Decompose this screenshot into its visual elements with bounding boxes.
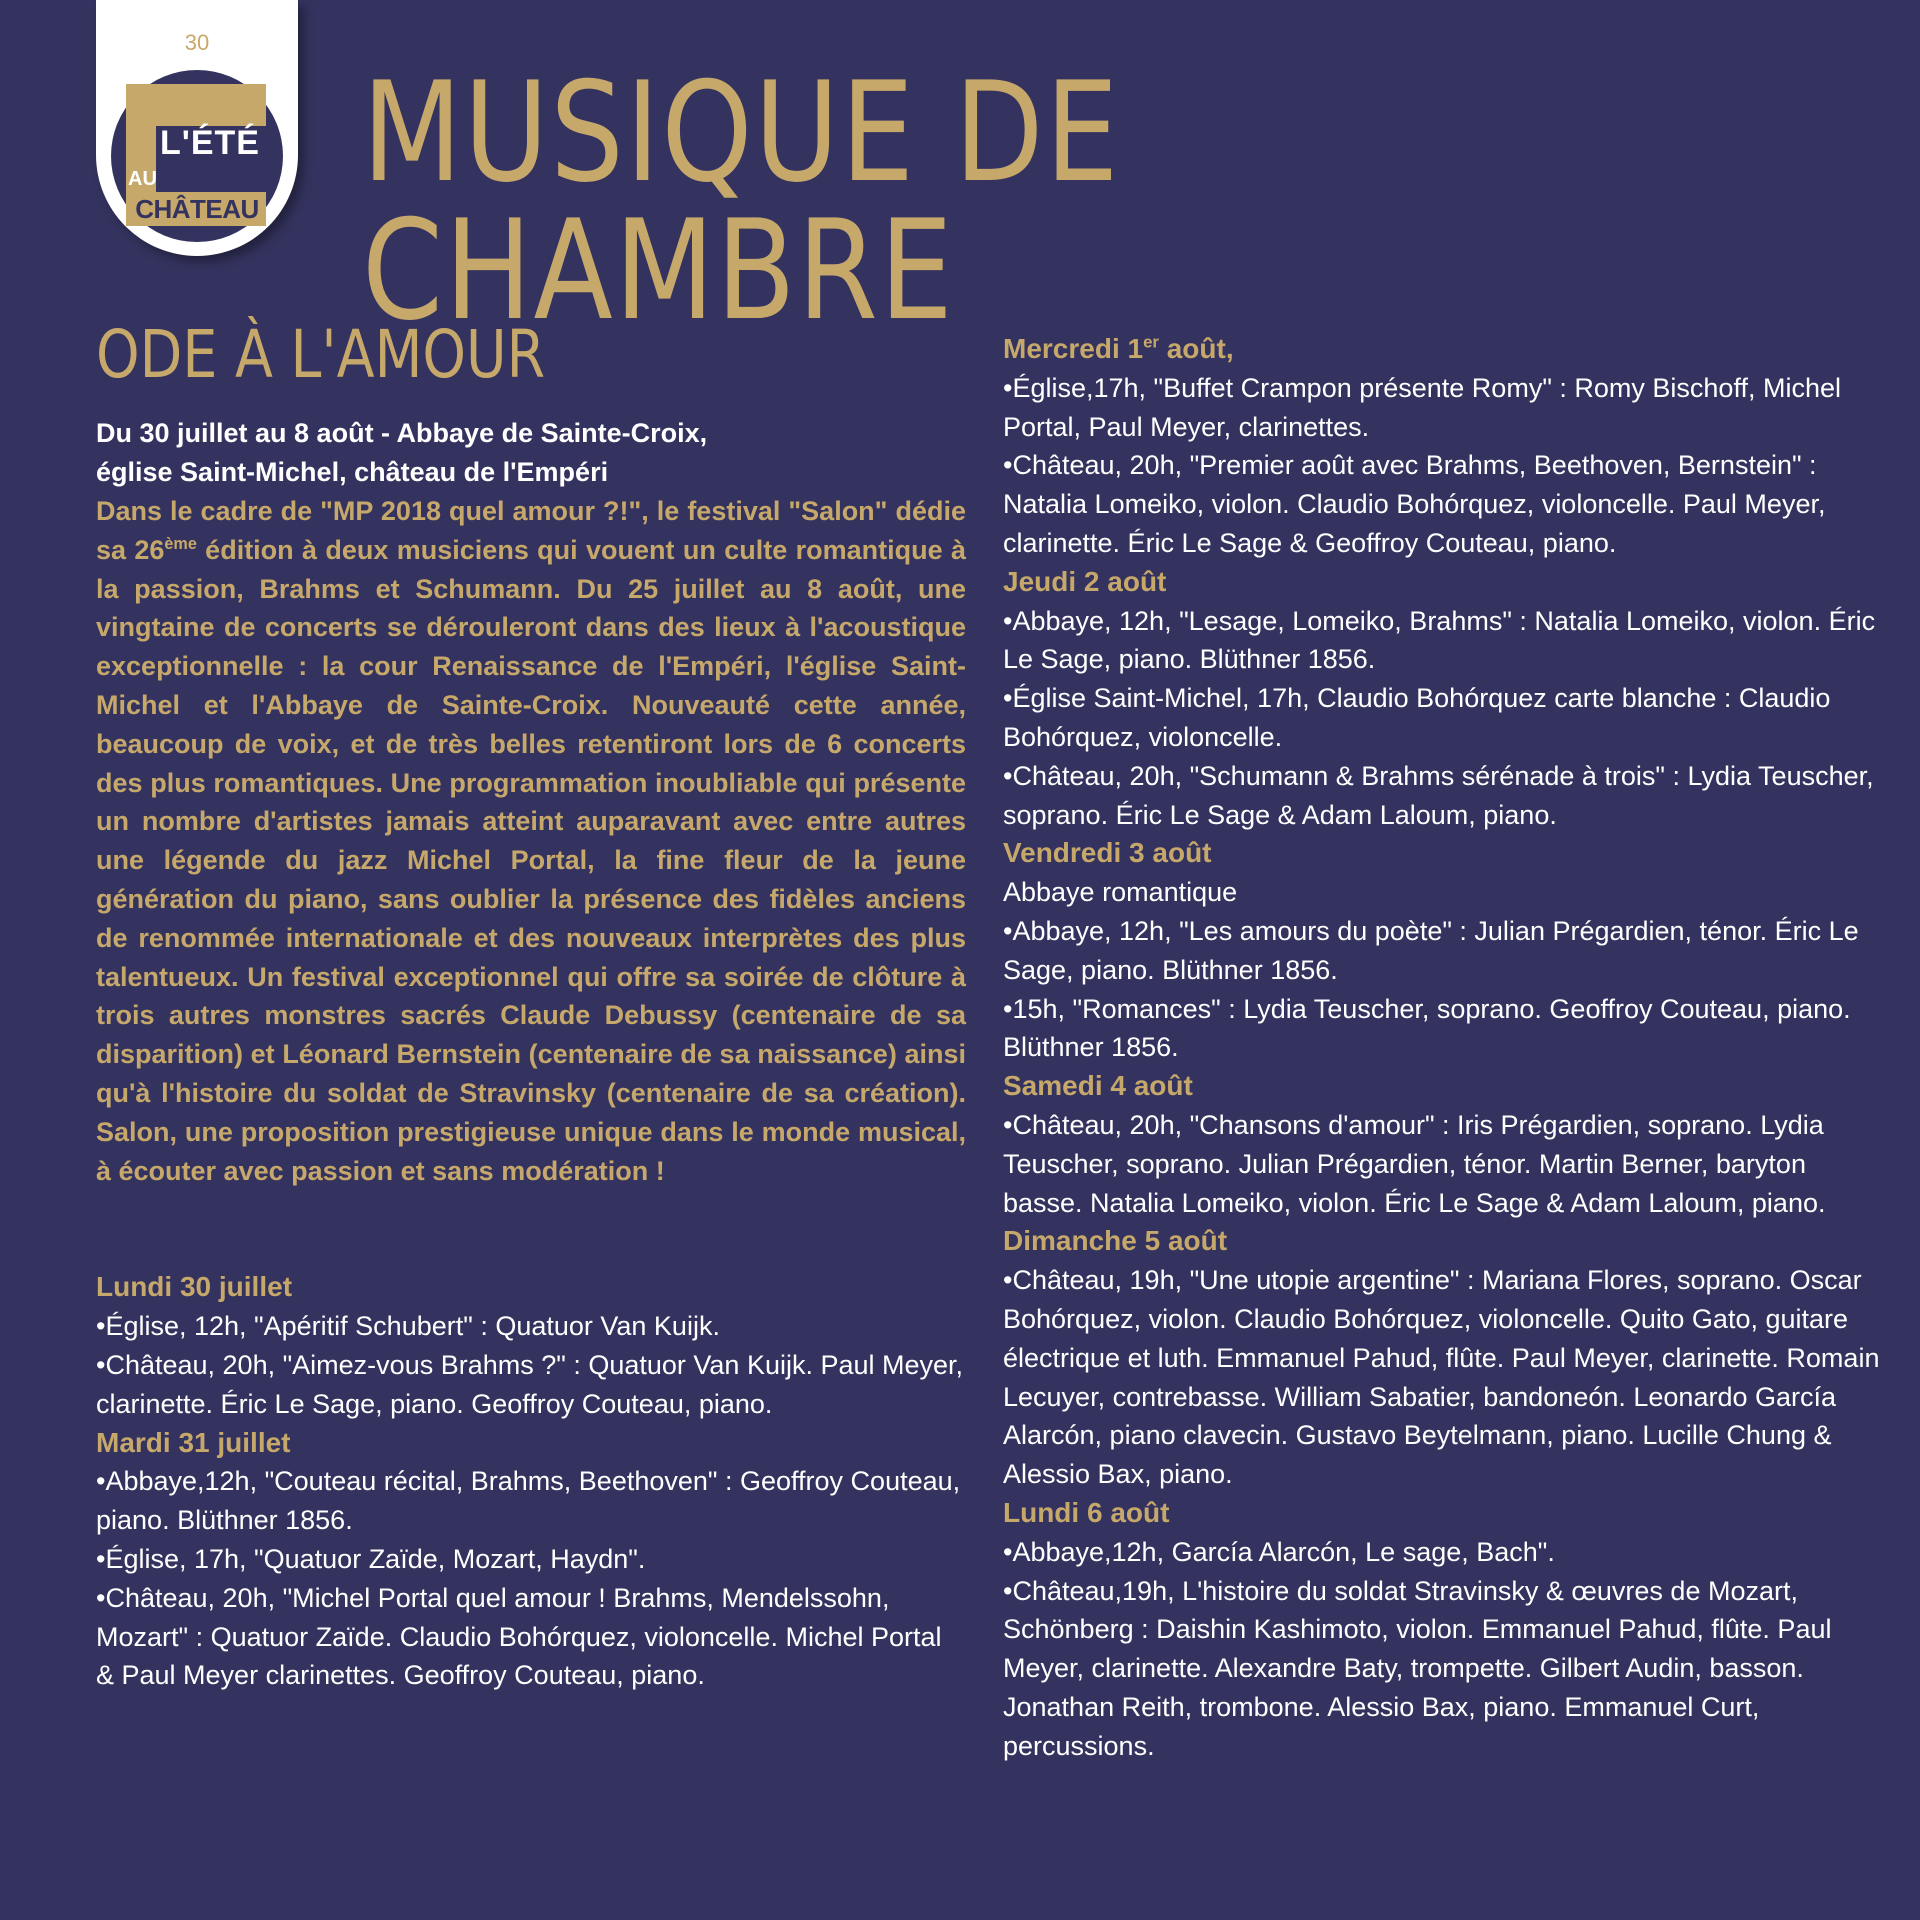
schedule-day [1003,330,1883,563]
event-dates [96,414,966,492]
logo-text-ete: L'ÉTÉ [160,124,260,162]
section-title: ODE À L'AMOUR [96,316,546,393]
concert-line: •Abbaye, 12h, "Les amours du poète" : Julian Prégardien, ténor. Éric Le Sage, piano. Blüthner 1856. [1003,915,1859,985]
page-number: 30 [184,30,210,55]
concert-line: •Église,17h, "Buffet Crampon présente Romy" : Romy Bischoff, Michel Portal, Paul Meyer, clarinettes. [1003,372,1841,442]
concert-line: •Château, 20h, "Schumann & Brahms sérénade à trois" : Lydia Teuscher, soprano. Éric Le Sage & Adam Laloum, piano. [1003,760,1874,830]
day-title: Samedi 4 août [1003,1070,1193,1102]
logo-text-chateau: CHÂTEAU [135,194,259,224]
page-title: MUSIQUE DE CHAMBRE [362,52,1121,351]
intro-text-1: Dans le cadre de "MP 2018 quel amour ?!", le festival "Salon" dédie sa 26 [96,496,966,565]
concert-line: •Abbaye, 12h, "Lesage, Lomeiko, Brahms" : Natalia Lomeiko, violon. Éric Le Sage, piano. Blüthner 1856. [1003,605,1876,675]
day-title-text-end: août, [1158,333,1234,364]
concert-line: •Château, 20h, "Aimez-vous Brahms ?" : Quatuor Van Kuijk. Paul Meyer, clarinette. Éric Le Sage, piano. Geoffroy Couteau, piano. [96,1349,964,1419]
intro-text-2: édition à deux musiciens qui vouent un culte romantique à la passion, Brahms et Schumann. Du 25 juillet au 8 août, une vingtaine de concerts se dérouleront dans des lieux à l'acoustique exceptionnelle : la cour Renaissance de l'Empéri, l'église Saint-Michel et l'Abbaye de Sainte-Croix. Nouveauté cette année, beaucoup de voix, et de très belles retentiront lors de 6 concerts des plus romantiques. Une programmation inoubliable qui présente un nombre d'artistes jamais atteint auparavant avec entre autres une légende du jazz Michel Portal, la fine fleur de la jeune génération du piano, sans oublier la présence des fidèles anciens de renommée internationale et des nouveaux interprètes des plus talentueux. Un festival exceptionnel qui offre sa soirée de clôture à trois autres monstres sacrés Claude Debussy (centenaire de sa disparition) et Léonard Bernstein (centenaire de sa naissance) ainsi qu'à l'histoire du soldat de Stravinsky (centenaire de sa création). Salon, une proposition prestigieuse unique dans le monde musical, à écouter avec passion et sans modération ! [96,534,966,1186]
logo-badge [96,0,298,256]
concert-line: •Église Saint-Michel, 17h, Claudio Bohórquez carte blanche : Claudio Bohórquez, violoncelle. [1003,683,1831,752]
concert-line: •Église, 17h, "Quatuor Zaïde, Mozart, Haydn". [96,1543,646,1574]
left-column [96,316,966,1695]
concert-line: •Château, 20h, "Chansons d'amour" : Iris Prégardien, soprano. Lydia Teuscher, soprano. Julian Prégardien, ténor. Martin Berner, baryton basse. Natalia Lomeiko, violon. Éric Le Sage & Adam Laloum, piano. [1003,1109,1826,1218]
concert-line: •Abbaye,12h, "Couteau récital, Brahms, Beethoven" : Geoffroy Couteau, piano. Blüthner 1856. [96,1466,961,1536]
schedule-day [1003,563,1883,835]
day-title-text: Mercredi 1 [1003,333,1144,364]
day-title [1003,330,1883,369]
concert-line: •Château, 20h, "Michel Portal quel amour ! Brahms, Mendelssohn, Mozart" : Quatuor Zaïde. Claudio Bohórquez, violoncelle. Michel Portal & Paul Meyer clarinettes. Geoffroy Couteau, piano. [96,1582,942,1691]
logo-gold-top [126,84,266,126]
logo-text-au: AU [128,168,157,190]
schedule-day [1003,1494,1883,1766]
intro-superscript: ème [164,534,197,553]
concert-line: •Église, 12h, "Apéritif Schubert" : Quatuor Van Kuijk. [96,1311,720,1342]
concert-line: •Château, 19h, "Une utopie argentine" : Mariana Flores, soprano. Oscar Bohórquez, violon. Claudio Bohórquez, violoncelle. Quito Gato, guitare électrique et luth. Emmanuel Pahud, flûte. Paul Meyer, clarinette. Romain Lecuyer, contrebasse. William Sabatier, bandoneón. Leonardo García Alarcón, piano clavecin. Gustavo Beytelmann, piano. Lucille Chung & Alessio Bax, piano. [1003,1265,1880,1490]
concert-line: •Château,19h, L'histoire du soldat Stravinsky & œuvres de Mozart, Schönberg : Daishin Kashimoto, violon. Emmanuel Pahud, flûte. Paul Meyer, clarinette. Alexandre Baty, trompette. Gilbert Audin, basson. Jonathan Reith, trombone. Alessio Bax, piano. Emmanuel Curt, percussions. [1003,1575,1832,1761]
schedule-day [1003,1067,1883,1222]
event-dates-line-1: Du 30 juillet au 8 août - Abbaye de Sainte-Croix, [96,418,708,448]
concert-line: Abbaye romantique [1003,877,1238,908]
event-dates-line-2: église Saint-Michel, château de l'Empéri [96,457,609,487]
day-title: Lundi 6 août [1003,1496,1170,1528]
schedule-day [96,1424,966,1696]
intro-paragraph [96,492,966,1190]
day-title-superscript: er [1143,332,1159,352]
schedule-day [96,1268,966,1423]
concert-line: •Château, 20h, "Premier août avec Brahms, Beethoven, Bernstein" : Natalia Lomeiko, violon. Claudio Bohórquez, violoncelle. Paul Meyer, clarinette. Éric Le Sage & Geoffroy Couteau, piano. [1003,450,1826,558]
right-column [1003,330,1883,1765]
concert-line: •Abbaye,12h, García Alarcón, Le sage, Bach". [1003,1536,1555,1567]
day-title: Mardi 31 juillet [96,1426,291,1458]
day-title: Vendredi 3 août [1003,837,1212,869]
day-title: Dimanche 5 août [1003,1225,1228,1257]
day-title: Lundi 30 juillet [96,1271,293,1303]
concert-line: •15h, "Romances" : Lydia Teuscher, soprano. Geoffroy Couteau, piano. Blüthner 1856. [1003,993,1851,1063]
schedule-day [1003,1222,1883,1494]
schedule-day [1003,834,1883,1067]
schedule-left [96,1268,966,1695]
day-title: Jeudi 2 août [1003,565,1167,597]
